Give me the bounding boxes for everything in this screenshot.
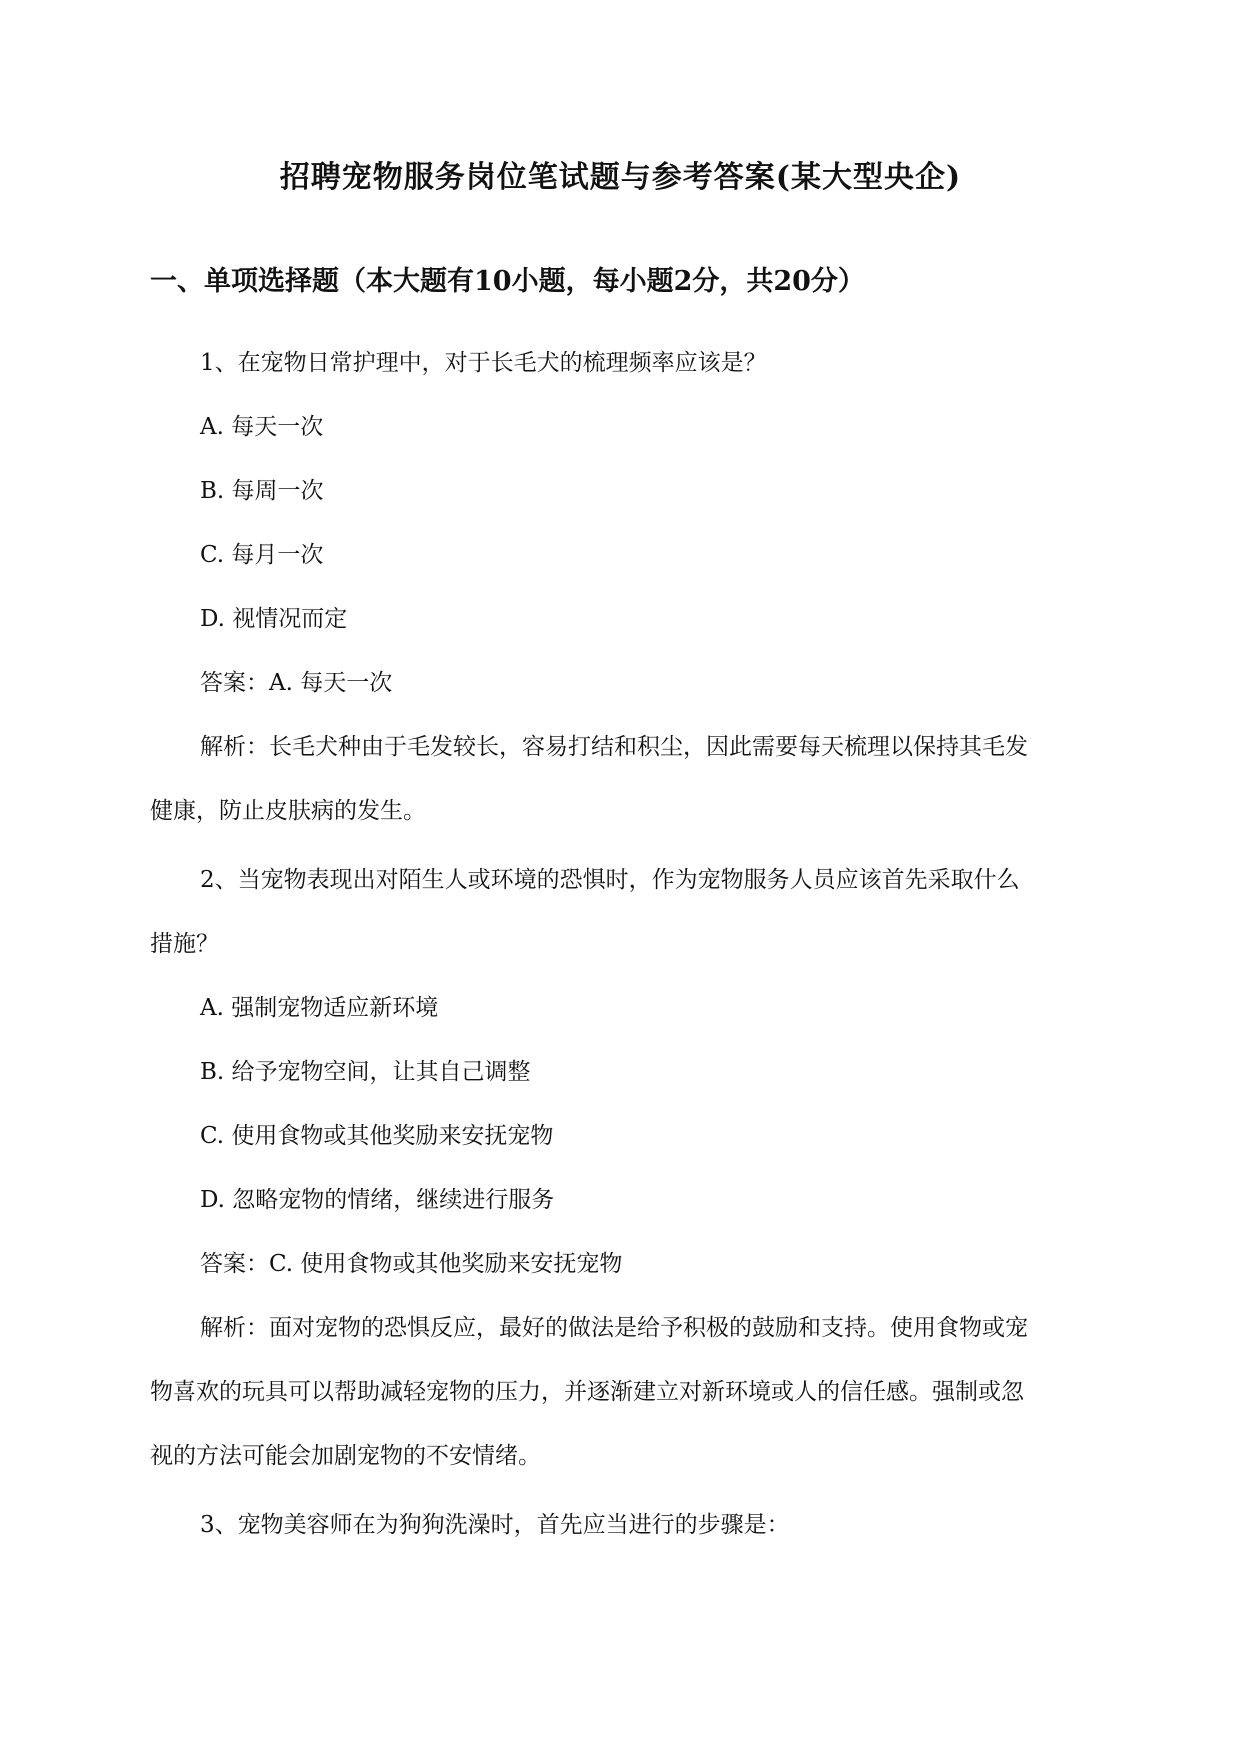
question-1-option-d: D. 视情况而定 [200, 606, 348, 632]
question-1-answer: 答案：A. 每天一次 [200, 670, 393, 696]
question-1-option-c: C. 每月一次 [200, 542, 324, 568]
question-2-option-d: D. 忽略宠物的情绪，继续进行服务 [200, 1187, 555, 1213]
question-1-analysis-cont: 健康，防止皮肤病的发生。 [150, 798, 426, 824]
document-title: 招聘宠物服务岗位笔试题与参考答案(某大型央企) [279, 160, 962, 195]
question-2-answer: 答案：C. 使用食物或其他奖励来安抚宠物 [200, 1251, 623, 1277]
question-1-option-b: B. 每周一次 [200, 478, 324, 504]
question-2-option-b: B. 给予宠物空间，让其自己调整 [200, 1059, 531, 1085]
question-2-option-a: A. 强制宠物适应新环境 [200, 995, 439, 1021]
question-2-stem-cont: 措施？ [150, 931, 219, 957]
question-2-analysis-cont-2: 视的方法可能会加剧宠物的不安情绪。 [150, 1443, 541, 1469]
question-2-analysis-cont: 物喜欢的玩具可以帮助减轻宠物的压力，并逐渐建立对新环境或人的信任感。强制或忽 [150, 1379, 1024, 1405]
question-3-stem: 3、宠物美容师在为狗狗洗澡时，首先应当进行的步骤是： [200, 1512, 790, 1538]
question-1-option-a: A. 每天一次 [200, 414, 324, 440]
question-2-stem: 2、当宠物表现出对陌生人或环境的恐惧时，作为宠物服务人员应该首先采取什么 [200, 867, 1020, 893]
question-1-stem: 1、在宠物日常护理中，对于长毛犬的梳理频率应该是？ [200, 350, 767, 376]
question-2-option-c: C. 使用食物或其他奖励来安抚宠物 [200, 1123, 554, 1149]
question-2-analysis: 解析：面对宠物的恐惧反应，最好的做法是给予积极的鼓励和支持。使用食物或宠 [200, 1315, 1028, 1341]
question-1-analysis: 解析：长毛犬种由于毛发较长，容易打结和积尘，因此需要每天梳理以保持其毛发 [200, 734, 1028, 760]
section-heading: 一、单项选择题（本大题有10小题，每小题2分，共20分） [150, 266, 865, 297]
